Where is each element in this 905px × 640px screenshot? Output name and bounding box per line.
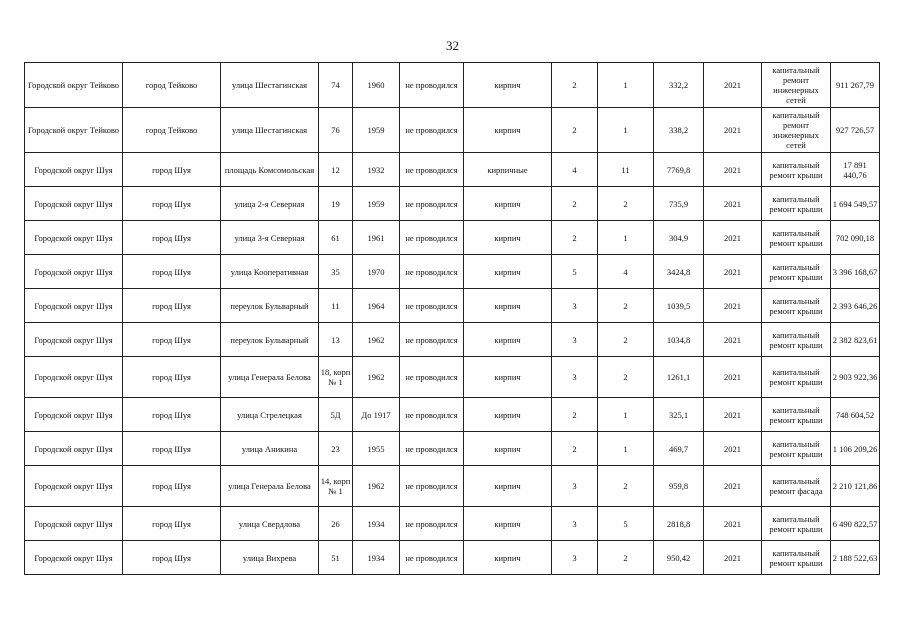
cell-street: улица Генерала Белова bbox=[221, 357, 319, 398]
cell-cost: 2 210 121,86 bbox=[831, 466, 880, 507]
cell-street: улица Кооперативная bbox=[221, 255, 319, 289]
cell-municipality: Городской округ Шуя bbox=[25, 289, 123, 323]
cell-municipality: Городской округ Шуя bbox=[25, 187, 123, 221]
cell-build-year: 1962 bbox=[353, 357, 400, 398]
cell-street: улица Генерала Белова bbox=[221, 466, 319, 507]
cell-planned-year: 2021 bbox=[704, 507, 762, 541]
cell-wall-material: кирпич bbox=[464, 63, 552, 108]
cell-house-number: 19 bbox=[319, 187, 353, 221]
table-row bbox=[25, 323, 880, 357]
cell-area: 7769,8 bbox=[654, 153, 704, 187]
cell-build-year: 1955 bbox=[353, 432, 400, 466]
cell-wall-material: кирпич bbox=[464, 323, 552, 357]
table-row bbox=[25, 541, 880, 575]
cell-settlement: город Шуя bbox=[123, 432, 221, 466]
cell-entrances: 1 bbox=[598, 221, 654, 255]
cell-area: 950,42 bbox=[654, 541, 704, 575]
cell-work-type: капитальный ремонт крыши bbox=[762, 323, 831, 357]
table-row bbox=[25, 289, 880, 323]
cell-area: 1261,1 bbox=[654, 357, 704, 398]
cell-work-type: капитальный ремонт крыши bbox=[762, 357, 831, 398]
cell-build-year: 1964 bbox=[353, 289, 400, 323]
cell-planned-year: 2021 bbox=[704, 187, 762, 221]
cell-settlement: город Шуя bbox=[123, 323, 221, 357]
cell-entrances: 2 bbox=[598, 541, 654, 575]
cell-municipality: Городской округ Шуя bbox=[25, 541, 123, 575]
cell-wall-material: кирпич bbox=[464, 221, 552, 255]
cell-house-number: 26 bbox=[319, 507, 353, 541]
table-body bbox=[25, 63, 880, 575]
cell-floors: 3 bbox=[552, 541, 598, 575]
cell-planned-year: 2021 bbox=[704, 63, 762, 108]
table-row bbox=[25, 466, 880, 507]
cell-cost: 6 490 822,57 bbox=[831, 507, 880, 541]
cell-street: переулок Бульварный bbox=[221, 289, 319, 323]
cell-work-type: капитальный ремонт крыши bbox=[762, 221, 831, 255]
cell-floors: 5 bbox=[552, 255, 598, 289]
cell-area: 332,2 bbox=[654, 63, 704, 108]
cell-house-number: 51 bbox=[319, 541, 353, 575]
cell-street: площадь Комсомольская bbox=[221, 153, 319, 187]
table-row bbox=[25, 432, 880, 466]
cell-work-type: капитальный ремонт крыши bbox=[762, 289, 831, 323]
cell-municipality: Городской округ Шуя bbox=[25, 466, 123, 507]
cell-street: улица Свердлова bbox=[221, 507, 319, 541]
cell-planned-year: 2021 bbox=[704, 221, 762, 255]
cell-municipality: Городской округ Шуя bbox=[25, 221, 123, 255]
cell-floors: 3 bbox=[552, 357, 598, 398]
cell-settlement: город Шуя bbox=[123, 221, 221, 255]
cell-cost: 702 090,18 bbox=[831, 221, 880, 255]
cell-house-number: 23 bbox=[319, 432, 353, 466]
cell-entrances: 2 bbox=[598, 289, 654, 323]
cell-floors: 2 bbox=[552, 398, 598, 432]
cell-last-repair: не проводился bbox=[400, 398, 464, 432]
cell-area: 3424,8 bbox=[654, 255, 704, 289]
cell-area: 338,2 bbox=[654, 108, 704, 153]
cell-house-number: 61 bbox=[319, 221, 353, 255]
cell-build-year: 1962 bbox=[353, 323, 400, 357]
cell-settlement: город Шуя bbox=[123, 255, 221, 289]
cell-settlement: город Шуя bbox=[123, 357, 221, 398]
cell-street: переулок Бульварный bbox=[221, 323, 319, 357]
cell-street: улица Шестагинская bbox=[221, 108, 319, 153]
cell-settlement: город Шуя bbox=[123, 187, 221, 221]
cell-house-number: 74 bbox=[319, 63, 353, 108]
cell-municipality: Городской округ Шуя bbox=[25, 153, 123, 187]
housing-repair-table bbox=[24, 62, 880, 575]
cell-planned-year: 2021 bbox=[704, 323, 762, 357]
cell-wall-material: кирпич bbox=[464, 357, 552, 398]
cell-last-repair: не проводился bbox=[400, 432, 464, 466]
cell-area: 2818,8 bbox=[654, 507, 704, 541]
cell-cost: 3 396 168,67 bbox=[831, 255, 880, 289]
cell-street: улица Шестагинская bbox=[221, 63, 319, 108]
cell-house-number: 35 bbox=[319, 255, 353, 289]
cell-floors: 2 bbox=[552, 221, 598, 255]
cell-last-repair: не проводился bbox=[400, 221, 464, 255]
cell-settlement: город Шуя bbox=[123, 153, 221, 187]
cell-planned-year: 2021 bbox=[704, 357, 762, 398]
table-row bbox=[25, 153, 880, 187]
cell-work-type: капитальный ремонт крыши bbox=[762, 255, 831, 289]
cell-settlement: город Тейково bbox=[123, 108, 221, 153]
cell-municipality: Городской округ Шуя bbox=[25, 398, 123, 432]
cell-cost: 17 891 440,76 bbox=[831, 153, 880, 187]
cell-work-type: капитальный ремонт крыши bbox=[762, 432, 831, 466]
cell-entrances: 2 bbox=[598, 357, 654, 398]
cell-build-year: 1960 bbox=[353, 63, 400, 108]
cell-settlement: город Шуя bbox=[123, 541, 221, 575]
cell-planned-year: 2021 bbox=[704, 108, 762, 153]
cell-cost: 748 604,52 bbox=[831, 398, 880, 432]
cell-last-repair: не проводился bbox=[400, 357, 464, 398]
cell-entrances: 2 bbox=[598, 466, 654, 507]
cell-floors: 2 bbox=[552, 432, 598, 466]
cell-entrances: 2 bbox=[598, 187, 654, 221]
cell-last-repair: не проводился bbox=[400, 323, 464, 357]
cell-wall-material: кирпич bbox=[464, 541, 552, 575]
cell-build-year: 1934 bbox=[353, 541, 400, 575]
cell-entrances: 2 bbox=[598, 323, 654, 357]
cell-street: улица 2-я Северная bbox=[221, 187, 319, 221]
cell-wall-material: кирпич bbox=[464, 187, 552, 221]
cell-entrances: 1 bbox=[598, 108, 654, 153]
cell-street: улица 3-я Северная bbox=[221, 221, 319, 255]
cell-house-number: 13 bbox=[319, 323, 353, 357]
cell-entrances: 1 bbox=[598, 398, 654, 432]
cell-house-number: 11 bbox=[319, 289, 353, 323]
cell-planned-year: 2021 bbox=[704, 541, 762, 575]
cell-build-year: 1962 bbox=[353, 466, 400, 507]
cell-build-year: 1970 bbox=[353, 255, 400, 289]
table-row bbox=[25, 108, 880, 153]
cell-work-type: капитальный ремонт инженерных сетей bbox=[762, 108, 831, 153]
cell-settlement: город Шуя bbox=[123, 289, 221, 323]
cell-build-year: 1932 bbox=[353, 153, 400, 187]
cell-build-year: 1934 bbox=[353, 507, 400, 541]
cell-municipality: Городской округ Тейково bbox=[25, 108, 123, 153]
cell-area: 735,9 bbox=[654, 187, 704, 221]
table-row bbox=[25, 63, 880, 108]
cell-work-type: капитальный ремонт фасада bbox=[762, 466, 831, 507]
cell-build-year: 1961 bbox=[353, 221, 400, 255]
cell-last-repair: не проводился bbox=[400, 187, 464, 221]
cell-wall-material: кирпич bbox=[464, 432, 552, 466]
cell-settlement: город Тейково bbox=[123, 63, 221, 108]
cell-last-repair: не проводился bbox=[400, 255, 464, 289]
cell-work-type: капитальный ремонт крыши bbox=[762, 153, 831, 187]
cell-cost: 927 726,57 bbox=[831, 108, 880, 153]
cell-house-number: 14, корп № 1 bbox=[319, 466, 353, 507]
cell-wall-material: кирпич bbox=[464, 466, 552, 507]
cell-area: 959,8 bbox=[654, 466, 704, 507]
cell-settlement: город Шуя bbox=[123, 398, 221, 432]
cell-floors: 3 bbox=[552, 507, 598, 541]
table-row bbox=[25, 507, 880, 541]
cell-floors: 2 bbox=[552, 63, 598, 108]
cell-planned-year: 2021 bbox=[704, 289, 762, 323]
cell-planned-year: 2021 bbox=[704, 255, 762, 289]
cell-floors: 2 bbox=[552, 187, 598, 221]
cell-build-year: До 1917 bbox=[353, 398, 400, 432]
cell-cost: 911 267,79 bbox=[831, 63, 880, 108]
cell-floors: 4 bbox=[552, 153, 598, 187]
cell-area: 1034,8 bbox=[654, 323, 704, 357]
cell-cost: 2 393 646,26 bbox=[831, 289, 880, 323]
cell-wall-material: кирпич bbox=[464, 289, 552, 323]
cell-last-repair: не проводился bbox=[400, 63, 464, 108]
cell-floors: 3 bbox=[552, 323, 598, 357]
cell-settlement: город Шуя bbox=[123, 507, 221, 541]
cell-work-type: капитальный ремонт крыши bbox=[762, 507, 831, 541]
cell-cost: 1 106 209,26 bbox=[831, 432, 880, 466]
cell-house-number: 18, корп № 1 bbox=[319, 357, 353, 398]
cell-house-number: 76 bbox=[319, 108, 353, 153]
cell-entrances: 4 bbox=[598, 255, 654, 289]
cell-build-year: 1959 bbox=[353, 187, 400, 221]
cell-work-type: капитальный ремонт инженерных сетей bbox=[762, 63, 831, 108]
cell-wall-material: кирпич bbox=[464, 507, 552, 541]
cell-street: улица Аникина bbox=[221, 432, 319, 466]
cell-street: улица Вихрева bbox=[221, 541, 319, 575]
cell-house-number: 5Д bbox=[319, 398, 353, 432]
cell-wall-material: кирпич bbox=[464, 398, 552, 432]
page-number: 32 bbox=[446, 38, 459, 53]
cell-build-year: 1959 bbox=[353, 108, 400, 153]
table-row bbox=[25, 357, 880, 398]
cell-municipality: Городской округ Шуя bbox=[25, 432, 123, 466]
cell-street: улица Стрелецкая bbox=[221, 398, 319, 432]
cell-municipality: Городской округ Шуя bbox=[25, 507, 123, 541]
cell-last-repair: не проводился bbox=[400, 289, 464, 323]
cell-last-repair: не проводился bbox=[400, 108, 464, 153]
table-row bbox=[25, 398, 880, 432]
cell-area: 469,7 bbox=[654, 432, 704, 466]
cell-planned-year: 2021 bbox=[704, 466, 762, 507]
cell-work-type: капитальный ремонт крыши bbox=[762, 541, 831, 575]
cell-cost: 2 188 522,63 bbox=[831, 541, 880, 575]
cell-wall-material: кирпич bbox=[464, 255, 552, 289]
cell-entrances: 1 bbox=[598, 63, 654, 108]
cell-municipality: Городской округ Шуя bbox=[25, 323, 123, 357]
cell-wall-material: кирпичные bbox=[464, 153, 552, 187]
cell-municipality: Городской округ Шуя bbox=[25, 255, 123, 289]
cell-last-repair: не проводился bbox=[400, 153, 464, 187]
cell-planned-year: 2021 bbox=[704, 153, 762, 187]
cell-floors: 3 bbox=[552, 466, 598, 507]
table-row bbox=[25, 255, 880, 289]
cell-cost: 2 903 922,36 bbox=[831, 357, 880, 398]
cell-planned-year: 2021 bbox=[704, 432, 762, 466]
cell-floors: 2 bbox=[552, 108, 598, 153]
cell-cost: 1 694 549,57 bbox=[831, 187, 880, 221]
cell-wall-material: кирпич bbox=[464, 108, 552, 153]
cell-house-number: 12 bbox=[319, 153, 353, 187]
cell-area: 325,1 bbox=[654, 398, 704, 432]
cell-settlement: город Шуя bbox=[123, 466, 221, 507]
cell-floors: 3 bbox=[552, 289, 598, 323]
cell-last-repair: не проводился bbox=[400, 466, 464, 507]
table-row bbox=[25, 221, 880, 255]
cell-area: 304,9 bbox=[654, 221, 704, 255]
cell-entrances: 11 bbox=[598, 153, 654, 187]
cell-entrances: 1 bbox=[598, 432, 654, 466]
cell-work-type: капитальный ремонт крыши bbox=[762, 187, 831, 221]
cell-work-type: капитальный ремонт крыши bbox=[762, 398, 831, 432]
cell-entrances: 5 bbox=[598, 507, 654, 541]
cell-last-repair: не проводился bbox=[400, 541, 464, 575]
cell-cost: 2 382 823,61 bbox=[831, 323, 880, 357]
cell-area: 1039,5 bbox=[654, 289, 704, 323]
cell-last-repair: не проводился bbox=[400, 507, 464, 541]
cell-municipality: Городской округ Тейково bbox=[25, 63, 123, 108]
cell-municipality: Городской округ Шуя bbox=[25, 357, 123, 398]
table-row bbox=[25, 187, 880, 221]
cell-planned-year: 2021 bbox=[704, 398, 762, 432]
